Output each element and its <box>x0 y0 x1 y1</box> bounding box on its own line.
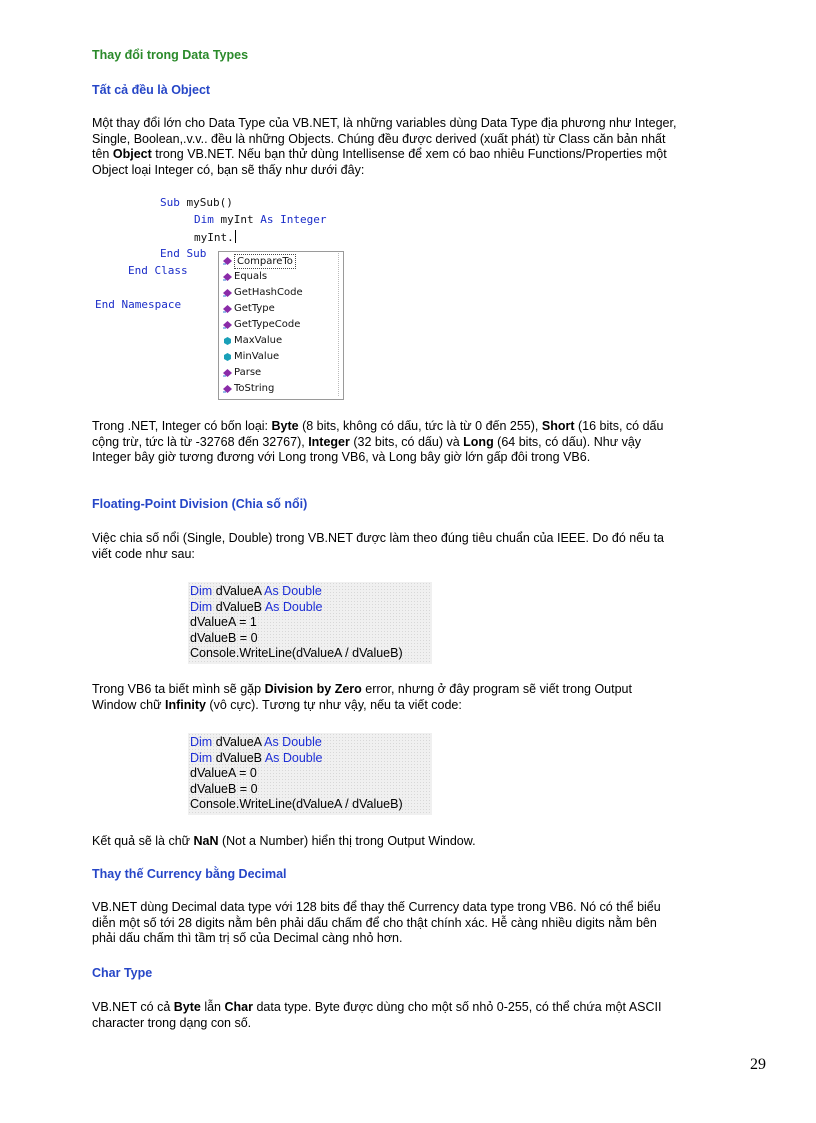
code-line-assign-b: dValueB = 0 <box>190 781 258 796</box>
intellisense-screenshot <box>92 196 362 396</box>
code-line-end-namespace: End Namespace <box>95 298 182 311</box>
paragraph-ieee-division: Việc chia số nổi (Single, Double) trong VB.NET được làm theo đúng tiêu chuẩn của IEEE. Do đó nếu ta viết code như sau: <box>92 531 664 561</box>
code-block-nan <box>188 733 432 815</box>
paragraph-division-by-zero: Trong VB6 ta biết mình sẽ gặp Division by Zero error, nhưng ở đây program sẽ viết trong Output Window chữ Infinity (vô cực). Tương tự như vậy, nếu ta viết code: <box>92 682 632 712</box>
paragraph-char-type: VB.NET có cả Byte lẫn Char data type. Byte được dùng cho một số nhỏ 0-255, có thể chứa một ASCII character trong dạng con số. <box>92 1000 662 1030</box>
member-minvalue[interactable]: MinValue <box>219 349 341 365</box>
field-icon <box>223 353 232 361</box>
code-line-myint: myInt. <box>194 231 234 244</box>
heading-char-type: Char Type <box>92 966 153 980</box>
code-line-end-class: End Class <box>128 264 188 277</box>
paragraph-integer-types: Trong .NET, Integer có bốn loại: Byte (8 bits, không có dấu, tức là từ 0 đến 255), Short (16 bits, có dấu cộng trừ, tức là từ -32768 đến 32767), Integer (32 bits, có dấu) và Long (64 bits, có dấu). Như vậy Integer bây giờ tương đương với Long trong VB6, và Long bây giờ lớn gấp đôi trong VB6. <box>92 419 664 464</box>
code-line-dim-b: Dim dValueB As Double <box>190 750 323 765</box>
code-line-console: Console.WriteLine(dValueA / dValueB) <box>190 797 403 811</box>
intellisense-member-list[interactable] <box>218 251 344 400</box>
member-gettypecode[interactable]: GetTypeCode <box>219 317 341 333</box>
heading-floating-point: Floating-Point Division (Chia số nổi) <box>92 497 308 511</box>
paragraph-object-intro: Một thay đổi lớn cho Data Type của VB.NET, là những variables dùng Data Type địa phương như Integer, Single, Boolean,.v.v.. đều là những Objects. Chúng đều được derived (xuất phát) từ Class căn bản nhất tên Object trong VB.NET. Nếu bạn thử dùng Intellisense để xem có bao nhiêu Functions/Properties một Object loại Integer có, bạn sẽ thấy như dưới đây: <box>92 116 677 177</box>
heading-everything-object: Tất cả đều là Object <box>92 83 211 97</box>
code-line-end-sub: End Sub <box>160 247 207 260</box>
method-icon <box>223 257 232 265</box>
method-icon <box>223 385 232 393</box>
code-line-assign-b: dValueB = 0 <box>190 630 258 645</box>
heading-currency-decimal: Thay thế Currency bằng Decimal <box>92 867 287 881</box>
member-equals[interactable]: Equals <box>219 269 341 285</box>
code-line-sub: Sub mySub() <box>160 196 233 209</box>
paragraph-nan-result: Kết quả sẽ là chữ NaN (Not a Number) hiển thị trong Output Window. <box>92 834 476 848</box>
member-gettype[interactable]: GetType <box>219 301 341 317</box>
member-tostring[interactable]: ToString <box>219 381 341 397</box>
member-gethashcode[interactable]: GetHashCode <box>219 285 341 301</box>
list-scrollbar[interactable] <box>338 253 342 396</box>
member-compareto[interactable]: CompareTo <box>219 253 341 269</box>
text-cursor <box>235 230 236 243</box>
member-parse[interactable]: Parse <box>219 365 341 381</box>
method-icon <box>223 369 232 377</box>
code-line-dim: Dim myInt As Integer <box>194 213 327 226</box>
code-line-assign-a: dValueA = 0 <box>190 766 257 780</box>
field-icon <box>223 337 232 345</box>
page-number: 29 <box>750 1056 766 1073</box>
code-line-assign-a: dValueA = 1 <box>190 615 257 629</box>
code-block-infinity <box>188 582 432 664</box>
code-line-dim-a: Dim dValueA As Double <box>190 584 322 598</box>
method-icon <box>223 273 232 281</box>
member-maxvalue[interactable]: MaxValue <box>219 333 341 349</box>
method-icon <box>223 321 232 329</box>
paragraph-decimal: VB.NET dùng Decimal data type với 128 bits để thay thế Currency data type trong VB6. Nó có thể biểu diễn một số tới 28 digits nằm bên phải dấu chấm để cho thật chính xác. Hễ càng nhiều digits nằm bên phải dấu chấm thì tầm trị số của Decimal càng nhỏ hơn. <box>92 900 661 945</box>
code-line-dim-b: Dim dValueB As Double <box>190 599 323 614</box>
code-line-console: Console.WriteLine(dValueA / dValueB) <box>190 646 403 660</box>
method-icon <box>223 305 232 313</box>
code-line-dim-a: Dim dValueA As Double <box>190 735 322 749</box>
heading-data-types: Thay đổi trong Data Types <box>92 48 249 62</box>
method-icon <box>223 289 232 297</box>
